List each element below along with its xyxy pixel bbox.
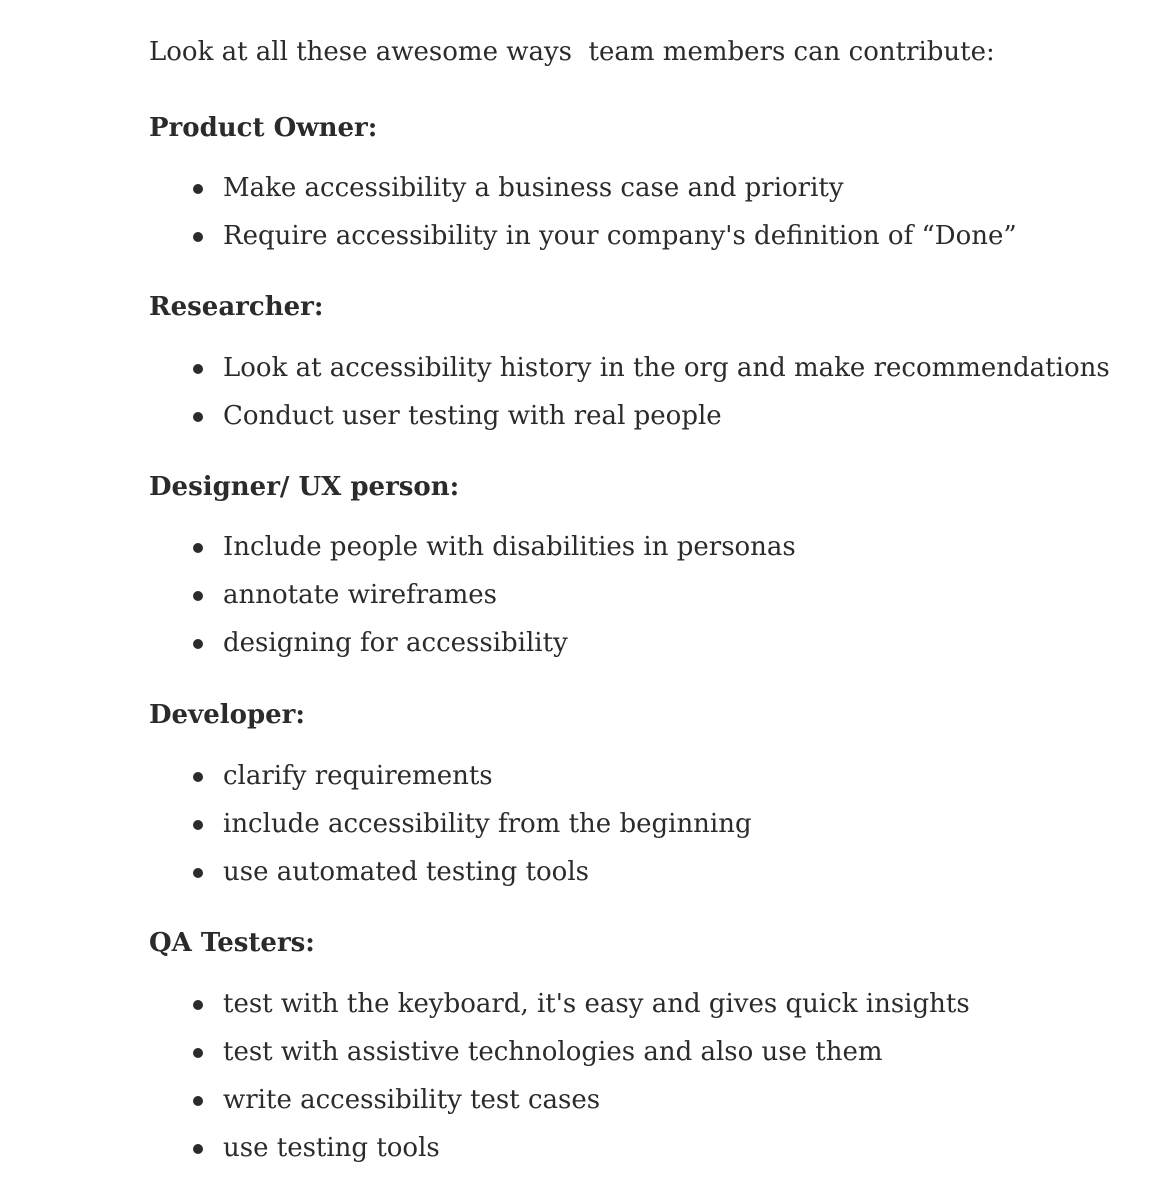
bullet-icon: [193, 820, 203, 830]
list-item-text: Require accessibility in your company's definition of “Done”: [223, 221, 1017, 251]
bullet-list-product-owner: [0, 164, 1176, 260]
bullet-icon: [193, 232, 203, 242]
bullet-icon: [193, 543, 203, 553]
list-item: [0, 1124, 1176, 1172]
bullet-icon: [193, 1096, 203, 1106]
list-item: [0, 212, 1176, 260]
list-item: [0, 1076, 1176, 1124]
list-item: [0, 848, 1176, 896]
bullet-icon: [193, 1048, 203, 1058]
bullet-icon: [193, 1000, 203, 1010]
list-item-text: test with assistive technologies and also use them: [223, 1037, 883, 1067]
list-item-text: include accessibility from the beginning: [223, 809, 752, 839]
list-item: [0, 392, 1176, 440]
list-item-text: clarify requirements: [223, 761, 493, 791]
list-item: [0, 800, 1176, 848]
section-heading-designer: Designer/ UX person:: [149, 472, 460, 502]
list-item: [0, 523, 1176, 571]
list-item-text: use testing tools: [223, 1133, 440, 1163]
list-item: [0, 344, 1176, 392]
list-item-text: annotate wireframes: [223, 580, 498, 610]
bullet-icon: [193, 591, 203, 601]
bullet-list-qa-testers: [0, 980, 1176, 1172]
list-item-text: Conduct user testing with real people: [223, 401, 722, 431]
list-item: [0, 619, 1176, 667]
section-heading-researcher: Researcher:: [149, 292, 324, 322]
bullet-icon: [193, 639, 203, 649]
bullet-icon: [193, 412, 203, 422]
list-item: [0, 571, 1176, 619]
bullet-icon: [193, 184, 203, 194]
list-item-text: Include people with disabilities in personas: [223, 532, 796, 562]
bullet-list-developer: [0, 752, 1176, 896]
bullet-list-designer: [0, 523, 1176, 667]
bullet-icon: [193, 364, 203, 374]
list-item: [0, 752, 1176, 800]
bullet-icon: [193, 772, 203, 782]
intro-paragraph: Look at all these awesome ways team members can contribute:: [149, 37, 995, 67]
list-item-text: test with the keyboard, it's easy and gives quick insights: [223, 989, 970, 1019]
list-item-text: designing for accessibility: [223, 628, 568, 658]
list-item: [0, 980, 1176, 1028]
list-item: [0, 164, 1176, 212]
list-item-text: write accessibility test cases: [223, 1085, 601, 1115]
bullet-icon: [193, 868, 203, 878]
bullet-list-researcher: [0, 344, 1176, 440]
section-heading-qa-testers: QA Testers:: [149, 928, 315, 958]
list-item: [0, 1028, 1176, 1076]
section-heading-product-owner: Product Owner:: [149, 113, 378, 143]
list-item-text: use automated testing tools: [223, 857, 589, 887]
list-item-text: Make accessibility a business case and priority: [223, 173, 844, 203]
section-heading-developer: Developer:: [149, 700, 305, 730]
list-item-text: Look at accessibility history in the org and make recommendations: [223, 353, 1110, 383]
bullet-icon: [193, 1144, 203, 1154]
